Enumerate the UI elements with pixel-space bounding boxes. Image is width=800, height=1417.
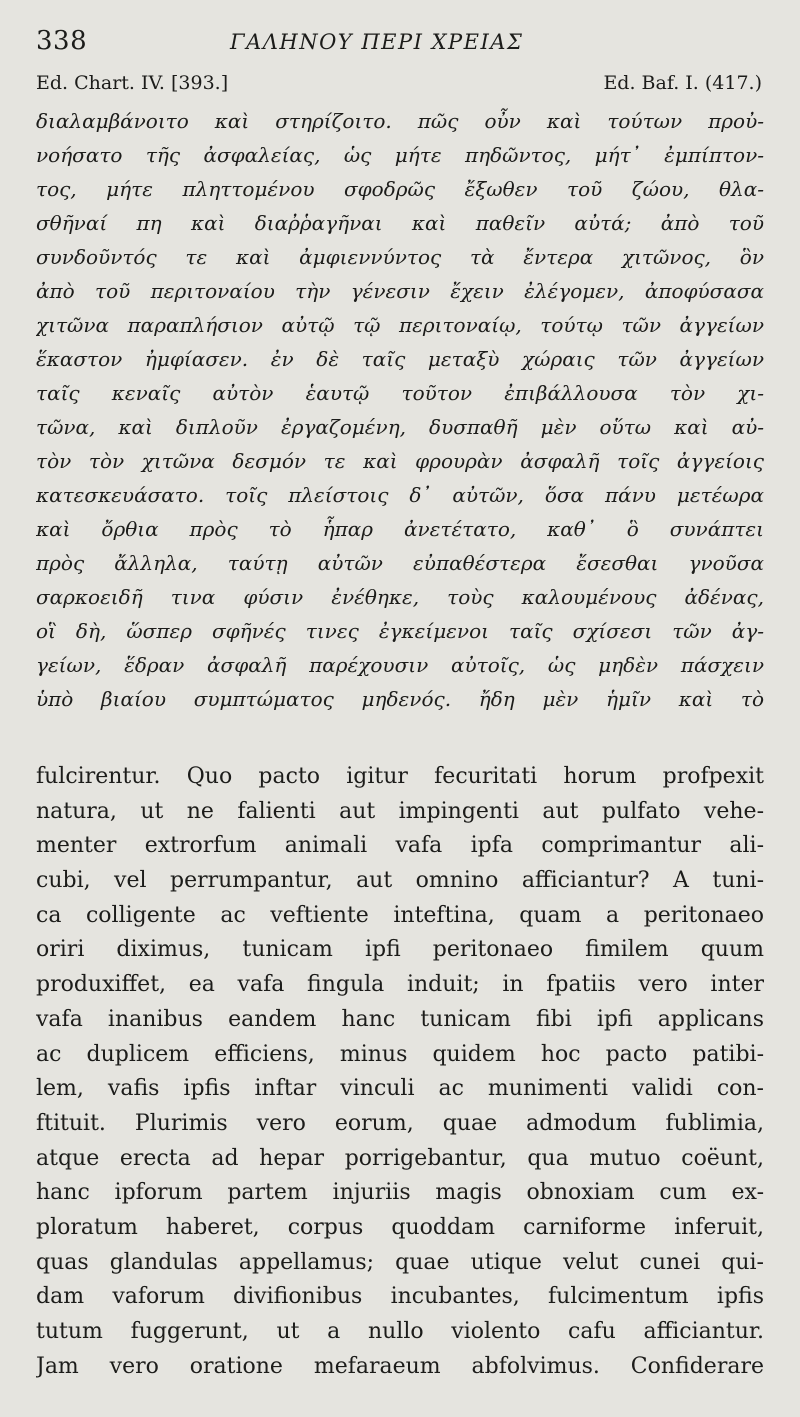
latin-line: vafa inanibus eandem hanc tunicam fibi ipfi applicans [36, 1006, 764, 1032]
running-head: ΓΑΛΗΝΟΥ ΠΕΡΙ ΧΡΕΙΑΣ [230, 30, 524, 54]
latin-line: atque erecta ad hepar porrigebantur, qua mutuo coëunt, [36, 1145, 764, 1171]
edition-basel: Ed. Baf. I. (417.) [603, 72, 762, 94]
latin-line: menter extrorfum animali vafa ipfa comprimantur ali- [36, 833, 764, 859]
greek-line: γείων, ἕδραν ἀσφαλῆ παρέχουσιν αὐτοῖς, ὡς μηδὲν πάσχειν [36, 653, 764, 677]
latin-line: ploratum haberet, corpus quoddam carniforme inferuit, [36, 1214, 764, 1240]
greek-line: ἀπὸ τοῦ περιτοναίου τὴν γένεσιν ἔχειν ἐλέγομεν, ἀποφύσασα [36, 279, 764, 303]
latin-line: oriri diximus, tunicam ipfi peritonaeo fimilem quum [36, 937, 764, 963]
greek-line: οἳ δὴ, ὥσπερ σφῆνές τινες ἐγκείμενοι ταῖς σχίσεσι τῶν ἀγ- [36, 619, 764, 643]
greek-line: σαρκοειδῆ τινα φύσιν ἐνέθηκε, τοὺς καλουμένους ἀδένας, [36, 585, 764, 609]
greek-line: συνδοῦντός τε καὶ ἀμφιεννύντος τὰ ἔντερα χιτῶνος, ὃν [36, 245, 764, 269]
greek-text-block [36, 104, 764, 716]
latin-line: Jam vero oratione mefaraeum abfolvimus. Confiderare [36, 1353, 764, 1379]
latin-line: dam vaforum divifionibus incubantes, fulcimentum ipfis [36, 1284, 764, 1310]
greek-line: ὑπὸ βιαίου συμπτώματος μηδενός. ἤδη μὲν ἡμῖν καὶ τὸ [36, 687, 764, 711]
greek-line: διαλαμβάνοιτο καὶ στηρίζοιτο. πῶς οὖν καὶ τούτων προὐ- [36, 109, 764, 133]
greek-line: τὸν τὸν χιτῶνα δεσμόν τε καὶ φρουρὰν ἀσφαλῆ τοῖς ἀγγείοις [36, 449, 764, 473]
greek-line: καὶ ὄρθια πρὸς τὸ ἧπαρ ἀνετέτατο, καθ᾽ ὃ συνάπτει [36, 517, 764, 541]
edition-chartier: Ed. Chart. IV. [393.] [36, 72, 229, 94]
latin-line: ac duplicem efficiens, minus quidem hoc pacto patibi- [36, 1041, 764, 1067]
greek-line: ταῖς κεναῖς αὐτὸν ἑαυτῷ τοῦτον ἐπιβάλλουσα τὸν χι- [36, 381, 764, 405]
greek-line: πρὸς ἄλληλα, ταύτῃ αὐτῶν εὐπαθέστερα ἔσεσθαι γνοῦσα [36, 551, 764, 575]
greek-line: κατεσκευάσατο. τοῖς πλείστοις δ᾽ αὐτῶν, ὅσα πάνυ μετέωρα [36, 483, 764, 507]
greek-line: τος, μήτε πληττομένου σφοδρῶς ἔξωθεν τοῦ ζώου, θλα- [36, 177, 764, 201]
latin-line: natura, ut ne falienti aut impingenti aut pulfato vehe- [36, 798, 764, 824]
latin-line: fulcirentur. Quo pacto igitur fecuritati horum profpexit [36, 764, 764, 789]
greek-line: τῶνα, καὶ διπλοῦν ἐργαζομένη, δυσπαθῆ μὲν οὕτω καὶ αὐ- [36, 415, 764, 439]
latin-line: quas glandulas appellamus; quae utique velut cunei qui- [36, 1249, 764, 1275]
latin-line: produxiffet, ea vafa fingula induit; in fpatiis vero inter [36, 972, 764, 998]
greek-line: σθῆναί πη καὶ διαῤῥαγῆναι καὶ παθεῖν αὐτά; ἀπὸ τοῦ [36, 211, 764, 235]
page-header [36, 26, 786, 66]
greek-line: χιτῶνα παραπλήσιον αὐτῷ τῷ περιτοναίῳ, τούτῳ τῶν ἀγγείων [36, 313, 764, 337]
page-number: 338 [36, 26, 88, 56]
greek-line: ἕκαστον ἠμφίασεν. ἐν δὲ ταῖς μεταξὺ χώραις τῶν ἀγγείων [36, 347, 764, 371]
latin-line: ftituit. Plurimis vero eorum, quae admodum fublimia, [36, 1110, 764, 1136]
greek-line: νοήσατο τῆς ἀσφαλείας, ὡς μήτε πηδῶντος, μήτ᾽ ἐμπίπτον- [36, 143, 764, 167]
latin-line: cubi, vel perrumpantur, aut omnino afficiantur? A tuni- [36, 868, 764, 894]
edition-references [36, 72, 762, 102]
latin-text-block [36, 760, 764, 1384]
latin-line: ca colligente ac veftiente inteftina, quam a peritonaeo [36, 902, 764, 928]
latin-line: lem, vafis ipfis inftar vinculi ac munimenti validi con- [36, 1076, 764, 1102]
latin-line: tutum fuggerunt, ut a nullo violento cafu afficiantur. [36, 1319, 764, 1344]
latin-line: hanc ipforum partem injuriis magis obnoxiam cum ex- [36, 1180, 764, 1206]
